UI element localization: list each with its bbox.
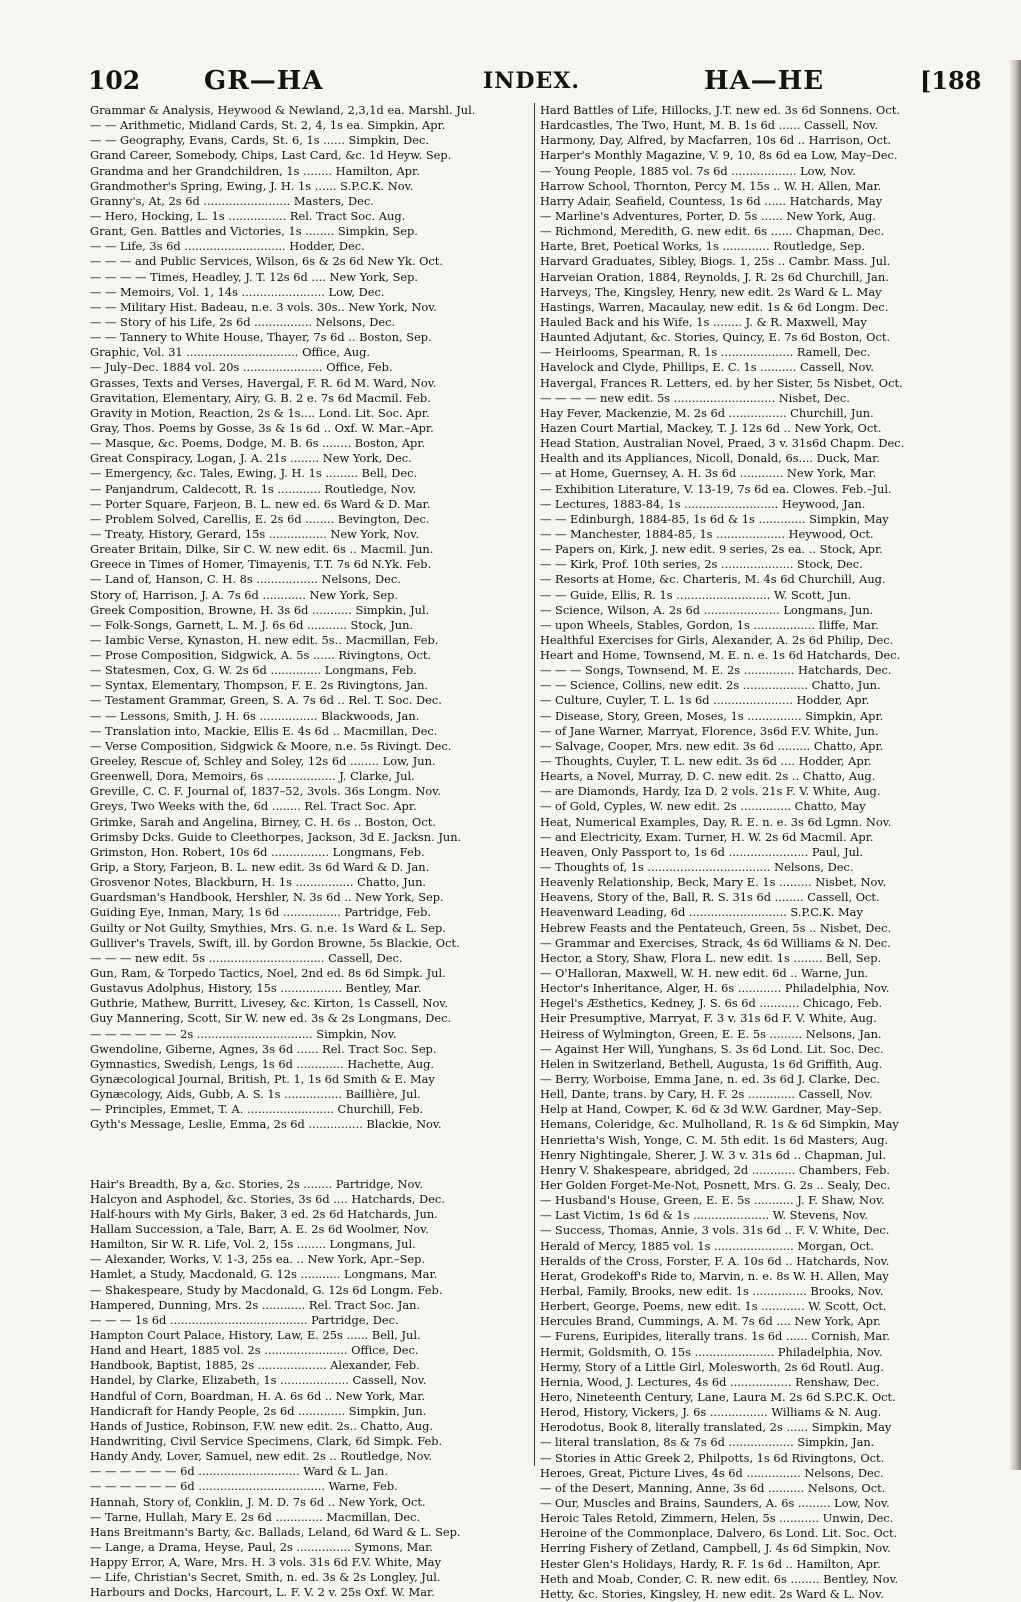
index-entry: — Last Victim, 1s 6d & 1s ..................... W. Stevens, Nov. (540, 1208, 868, 1223)
index-entry: Heavens, Story of the, Ball, R. S. 31s 6d ........ Cassell, Oct. (540, 890, 880, 905)
index-entry: Hannah, Story of, Conklin, J. M. D. 7s 6d .. New York, Oct. (90, 1494, 426, 1509)
index-entry: Hand and Heart, 1885 vol. 2s ....................... Office, Dec. (90, 1343, 419, 1358)
index-entry: Hair's Breadth, By a, &c. Stories, 2s ........ Partridge, Nov. (90, 1176, 424, 1191)
index-entry: Hardcastles, The Two, Hunt, M. B. 1s 6d ...... Cassell, Nov. (540, 118, 879, 133)
index-entry: Grandmother's Spring, Ewing, J. H. 1s ...... S.P.C.K. Nov. (90, 178, 414, 193)
index-entry: Gymnastics, Swedish, Lengs, 1s 6d ............. Hachette, Aug. (90, 1056, 435, 1071)
index-entry: — — — — new edit. 5s ............................ Nisbet, Dec. (540, 390, 850, 405)
index-entry: Heart and Home, Townsend, M. E. n. e. 1s 6d Hatchards, Dec. (540, 648, 901, 663)
index-entry: — Hero, Hocking, L. 1s ................ Rel. Tract Soc. Aug. (90, 208, 406, 223)
index-entry: Heir Presumptive, Marryat, F. 3 v. 31s 6d F. V. White, Aug. (540, 1011, 877, 1026)
index-entry: Gynæcological Journal, British, Pt. 1, 1s 6d Smith & E. May (90, 1072, 435, 1086)
index-entry: Harveys, The, Kingsley, Henry, new edit. 2s Ward & L. May (540, 284, 882, 299)
index-entry: Head Station, Australian Novel, Praed, 3 v. 31s6d Chapm. Dec. (540, 436, 905, 451)
left-column-entries-h (90, 1177, 528, 1601)
index-entry: Handy Andy, Lover, Samuel, new edit. 2s .. Routledge, Nov. (90, 1449, 433, 1464)
page-header (88, 66, 982, 100)
index-entry: Health and its Appliances, Nicoll, Donald, 6s.... Duck, Mar. (540, 451, 880, 466)
index-entry: Granny's, At, 2s 6d ........................ Masters, Dec. (90, 193, 374, 208)
year-marker: [188 (920, 66, 982, 95)
index-entry: Harbours and Docks, Harcourt, L. F. V. 2 v. 25s Oxf. W. Mar. (90, 1585, 435, 1600)
index-entry: Hester Glen's Holidays, Hardy, R. F. 1s 6d .. Hamilton, Apr. (540, 1556, 881, 1571)
index-entry: Hector's Inheritance, Alger, H. 6s ............ Philadelphia, Nov. (540, 981, 890, 996)
index-entry: — — Edinburgh, 1884-85, 1s 6d & 1s ............. Simpkin, May (540, 511, 889, 526)
index-entry: — Heirlooms, Spearman, R. 1s .................... Ramell, Dec. (540, 345, 871, 360)
index-entry: Handful of Corn, Boardman, H. A. 6s 6d .. New York, Mar. (90, 1388, 426, 1403)
index-entry: Henry Nightingale, Sherer, J. W. 3 v. 31s 6d .. Chapman, Jul. (540, 1147, 887, 1162)
index-entry: Greenwell, Dora, Memoirs, 6s ................... J. Clarke, Jul. (90, 769, 415, 784)
index-entry: — Verse Composition, Sidgwick & Moore, n.e. 5s Rivingt. Dec. (90, 738, 452, 753)
column-divider (534, 103, 535, 1466)
index-entry: — Principles, Emmet, T. A. ........................ Churchill, Feb. (90, 1102, 424, 1117)
left-column (90, 103, 528, 1601)
index-entry: Grammar & Analysis, Heywood & Newland, 2,3,1d ea. Marshl. Jul. (90, 103, 476, 117)
index-entry: Harveian Oration, 1884, Reynolds, J. R. 2s 6d Churchill, Jan. (540, 269, 889, 284)
index-entry: Hermit, Goldsmith, O. 15s ...................... Philadelphia, Nov. (540, 1344, 883, 1359)
index-entry: Grasses, Texts and Verses, Havergal, F. R. 6d M. Ward, Nov. (90, 375, 437, 390)
index-entry: — Marline's Adventures, Porter, D. 5s ...... New York, Aug. (540, 208, 876, 223)
index-entry: Graphic, Vol. 31 ............................... Office, Aug. (90, 345, 371, 360)
index-entry: — Young People, 1885 vol. 7s 6d .................. Low, Nov. (540, 163, 856, 178)
index-entry: Heralds of the Cross, Forster, F. A. 10s 6d .. Hatchards, Nov. (540, 1253, 890, 1268)
index-entry: — Exhibition Literature, V. 13-19, 7s 6d ea. Clowes. Feb.–Jul. (540, 481, 892, 496)
index-entry: — Treaty, History, Gerard, 15s ................ New York, Nov. (90, 526, 419, 541)
index-entry: — Lectures, 1883-84, 1s .......................... Heywood, Jan. (540, 496, 866, 511)
index-entry: — Syntax, Elementary, Thompson, F. E. 2s Rivingtons, Jan. (90, 678, 429, 693)
page-title: INDEX. (483, 68, 580, 94)
index-entry: Gwendoline, Giberne, Agnes, 3s 6d ...... Rel. Tract Soc. Sep. (90, 1041, 437, 1056)
index-entry: Happy Error, A, Ware, Mrs. H. 3 vols. 31s 6d F.V. White, May (90, 1555, 442, 1570)
index-entry: — — Military Hist. Badeau, n.e. 3 vols. 30s.. New York, Nov. (90, 299, 437, 314)
index-entry: — Panjandrum, Caldecott, R. 1s ............ Routledge, Nov. (90, 481, 417, 496)
index-entry: — — — and Public Services, Wilson, 6s & 2s 6d New Yk. Oct. (90, 254, 444, 269)
index-entry: — Husband's House, Green, E. E. 5s ........... J. F. Shaw, Nov. (540, 1193, 885, 1208)
index-entry: Greater Britain, Dilke, Sir C. W. new edit. 6s .. Macmil. Jun. (90, 542, 434, 557)
index-entry: Harvard Graduates, Sibley, Biogs. 1, 25s .. Cambr. Mass. Jul. (540, 254, 891, 269)
index-entry: Hallam Succession, a Tale, Barr, A. E. 2s 6d Woolmer, Nov. (90, 1221, 429, 1236)
index-entry: Gynæcology, Aids, Gubb, A. S. 1s ................ Baillière, Jul. (90, 1087, 421, 1102)
index-entry: Heavenward Leading, 6d ........................... S.P.C.K. May (540, 905, 863, 920)
index-entry: Hay Fever, Mackenzie, M. 2s 6d ................ Churchill, Jun. (540, 405, 874, 420)
index-entry: — Porter Square, Farjeon, B. L. new ed. 6s Ward & D. Mar. (90, 496, 431, 511)
index-entry: Halcyon and Asphodel, &c. Stories, 3s 6d .... Hatchards, Dec. (90, 1191, 445, 1206)
index-entry: Hell, Dante, trans. by Cary, H. F. 2s ............. Cassell, Nov. (540, 1087, 873, 1102)
index-entry: Grand Career, Somebody, Chips, Last Card, &c. 1d Heyw. Sep. (90, 148, 452, 163)
index-entry: Hazen Court Martial, Mackey, T. J. 12s 6d .. New York, Oct. (540, 420, 882, 435)
index-entry: — — — — — — 6d ............................ Ward & L. Jan. (90, 1464, 388, 1479)
right-column (540, 103, 960, 1602)
index-entry: — Prose Composition, Sidgwick, A. 5s ...... Rivingtons, Oct. (90, 648, 432, 663)
index-entry: — Berry, Worboise, Emma Jane, n. ed. 3s 6d J. Clarke, Dec. (540, 1072, 881, 1086)
index-entry: Hamilton, Sir W. R. Life, Vol. 2, 15s ........ Longmans, Jul. (90, 1237, 416, 1252)
index-entry: Guy Mannering, Scott, Sir W. new ed. 3s & 2s Longmans, Dec. (90, 1011, 452, 1026)
index-entry: Half-hours with My Girls, Baker, 3 ed. 2s 6d Hatchards, Jun. (90, 1206, 438, 1221)
index-entry: — Iambic Verse, Kynaston, H. new edit. 5s.. Macmillan, Feb. (90, 632, 439, 647)
index-entry: — Masque, &c. Poems, Dodge, M. B. 6s ........ Boston, Apr. (90, 436, 426, 451)
index-entry: Help at Hand, Cowper, K. 6d & 3d W.W. Gardner, May–Sep. (540, 1102, 882, 1117)
index-entry: Handel, by Clarke, Elizabeth, 1s ................... Cassell, Nov. (90, 1373, 427, 1388)
index-entry: Harry Adair, Seafield, Countess, 1s 6d ...... Hatchards, May (540, 193, 883, 208)
index-entry: Heat, Numerical Examples, Day, R. E. n. e. 3s 6d Lgmn. Nov. (540, 814, 892, 829)
index-entry: Henry V. Shakespeare, abridged, 2d ............ Chambers, Feb. (540, 1162, 891, 1177)
index-entry: Hearts, a Novel, Murray, D. C. new edit. 2s .. Chatto, Aug. (540, 769, 876, 784)
index-entry: — Culture, Cuyler, T. L. 1s 6d ...................... Hodder, Apr. (540, 693, 870, 708)
index-entry: — — Memoirs, Vol. 1, 14s ....................... Low, Dec. (90, 284, 385, 299)
index-entry: Guthrie, Mathew, Burritt, Livesey, &c. Kirton, 1s Cassell, Nov. (90, 996, 449, 1011)
index-entry: — Thoughts of, 1s .................................. Nelsons, Dec. (540, 860, 854, 875)
index-entry: Guiding Eye, Inman, Mary, 1s 6d ................ Partridge, Feb. (90, 905, 432, 920)
index-entry: Hero, Nineteenth Century, Lane, Laura M. 2s 6d S.P.C.K. Oct. (540, 1389, 896, 1404)
index-entry: — Translation into, Mackie, Ellis E. 4s 6d .. Macmillan, Dec. (90, 723, 438, 738)
page-edge-shadow (1009, 60, 1021, 1470)
index-entry: — — — — — — 6d ................................... Warne, Feb. (90, 1479, 398, 1494)
index-entry: Grant, Gen. Battles and Victories, 1s ........ Simpkin, Sep. (90, 224, 418, 239)
index-entry: Gravity in Motion, Reaction, 2s & 1s.... Lond. Lit. Soc. Apr. (90, 405, 430, 420)
index-entry: — — Kirk, Prof. 10th series, 2s .................... Stock, Dec. (540, 557, 863, 572)
index-entry: Herod, History, Vickers, J. 6s ................ Williams & N. Aug. (540, 1405, 882, 1420)
index-entry: Herodotus, Book 8, literally translated, 2s ...... Simpkin, May (540, 1420, 892, 1435)
index-entry: — Life, Christian's Secret, Smith, n. ed. 3s & 2s Longley, Jul. (90, 1570, 441, 1585)
index-entry: — are Diamonds, Hardy, Iza D. 2 vols. 21s F. V. White, Aug. (540, 784, 881, 799)
index-entry: Heavenly Relationship, Beck, Mary E. 1s ......... Nisbet, Nov. (540, 875, 887, 890)
index-entry: Greville, C. C. F. Journal of, 1837–52, 3vols. 36s Longm. Nov. (90, 784, 441, 799)
index-entry: — Furens, Euripides, literally trans. 1s 6d ...... Cornish, Mar. (540, 1329, 890, 1344)
index-entry: — of Gold, Cyples, W. new edit. 2s .............. Chatto, May (540, 799, 866, 814)
index-entry: Healthful Exercises for Girls, Alexander, A. 2s 6d Philip, Dec. (540, 632, 894, 647)
index-entry: — Testament Grammar, Green, S. A. 7s 6d .. Rel. T. Soc. Dec. (90, 693, 442, 708)
index-entry: — — Arithmetic, Midland Cards, St. 2, 4, 1s ea. Simpkin, Apr. (90, 118, 446, 133)
index-entry: Gun, Ram, & Torpedo Tactics, Noel, 2nd ed. 8s 6d Simpk. Jul. (90, 966, 446, 981)
index-entry: Hegel's Æsthetics, Kedney, J. S. 6s 6d ........... Chicago, Feb. (540, 996, 883, 1011)
index-entry: — Land of, Hanson, C. H. 8s ................. Nelsons, Dec. (90, 572, 401, 587)
index-entry: Gustavus Adolphus, History, 15s ................. Bentley, Mar. (90, 981, 422, 996)
index-entry: Helen in Switzerland, Bethell, Augusta, 1s 6d Griffith, Aug. (540, 1056, 883, 1071)
index-entry: Harmony, Day, Alfred, by Macfarren, 10s 6d .. Harrison, Oct. (540, 133, 892, 148)
index-entry: Hebrew Feasts and the Pentateuch, Green, 5s .. Nisbet, Dec. (540, 920, 892, 935)
index-entry: Hard Battles of Life, Hillocks, J.T. new ed. 3s 6d Sonnens. Oct. (540, 103, 900, 117)
index-entry: Herat, Grodekoff's Ride to, Marvin, n. e. 8s W. H. Allen, May (540, 1268, 889, 1283)
index-entry: — Problem Solved, Carellis, E. 2s 6d ........ Bevington, Dec. (90, 511, 430, 526)
page-number: 102 (88, 66, 141, 95)
index-entry: — — Tannery to White House, Thayer, 7s 6d .. Boston, Sep. (90, 330, 432, 345)
index-entry: Hands of Justice, Robinson, F.W. new edit. 2s.. Chatto, Aug. (90, 1418, 434, 1433)
section-gap (90, 1133, 528, 1177)
index-entry: Herring Fishery of Zetland, Campbell, J. 4s 6d Simpkin, Nov. (540, 1541, 891, 1556)
index-entry: Handbook, Baptist, 1885, 2s ................... Alexander, Feb. (90, 1358, 420, 1373)
index-entry: Heroic Tales Retold, Zimmern, Helen, 5s ........... Unwin, Dec. (540, 1511, 894, 1526)
index-entry: Handicraft for Handy People, 2s 6d ............. Simpkin, Jun. (90, 1403, 427, 1418)
index-entry: Heth and Moab, Conder, C. R. new edit. 6s ........ Bentley, Nov. (540, 1571, 899, 1586)
index-entry: — of the Desert, Manning, Anne, 3s 6d .......... Nelsons, Oct. (540, 1480, 886, 1495)
index-entry: — and Electricity, Exam. Turner, H. W. 2s 6d Macmil. Apr. (540, 829, 874, 844)
index-entry: — literal translation, 8s & 7s 6d .................. Simpkin, Jan. (540, 1435, 875, 1450)
index-entry: Hermy, Story of a Little Girl, Molesworth, 2s 6d Routl. Aug. (540, 1359, 884, 1374)
index-entry: Harper's Monthly Magazine, V. 9, 10, 8s 6d ea Low, May–Dec. (540, 148, 898, 163)
index-entry: Guardsman's Handbook, Hershler, N. 3s 6d .. New York, Sep. (90, 890, 444, 905)
index-entry: — Lange, a Drama, Heyse, Paul, 2s ............... Symons, Mar. (90, 1539, 433, 1554)
index-entry: Hampered, Dunning, Mrs. 2s ............ Rel. Tract Soc. Jan. (90, 1297, 421, 1312)
index-entry: Guilty or Not Guilty, Smythies, Mrs. G. n.e. 1s Ward & L. Sep. (90, 920, 446, 935)
left-range-heading: GR—HA (204, 66, 324, 96)
index-entry: — at Home, Guernsey, A. H. 3s 6d ............ New York, Mar. (540, 466, 877, 481)
index-entry: Hernia, Wood, J. Lectures, 4s 6d ................. Renshaw, Dec. (540, 1374, 880, 1389)
index-entry: — Tarne, Hullah, Mary E. 2s 6d ............. Macmillan, Dec. (90, 1509, 421, 1524)
index-entry: Herbal, Family, Brooks, new edit. 1s ............... Brooks, Nov. (540, 1283, 884, 1298)
index-entry: Gravitation, Elementary, Airy, G. B. 2 e. 7s 6d Macmil. Feb. (90, 390, 431, 405)
index-entry: — — Life, 3s 6d ............................ Hodder, Dec. (90, 239, 365, 254)
index-entry: Hampton Court Palace, History, Law, E. 25s ...... Bell, Jul. (90, 1327, 421, 1342)
index-entry: — — — Songs, Townsend, M. E. 2s .............. Hatchards, Dec. (540, 663, 892, 678)
index-entry: Her Golden Forget-Me-Not, Posnett, Mrs. G. 2s .. Sealy, Dec. (540, 1177, 891, 1192)
index-entry: — Salvage, Cooper, Mrs. new edit. 3s 6d ......... Chatto, Apr. (540, 738, 884, 753)
index-entry: Handwriting, Civil Service Specimens, Clark, 6d Simpk. Feb. (90, 1433, 443, 1448)
index-entry: Haunted Adjutant, &c. Stories, Quincy, E. 7s 6d Boston, Oct. (540, 330, 891, 345)
index-entry: Hercules Brand, Cummings, A. M. 7s 6d .... New York, Apr. (540, 1314, 881, 1329)
right-column-entries (540, 103, 960, 1602)
index-entry: — — Geography, Evans, Cards, St. 6, 1s ...... Simpkin, Dec. (90, 133, 430, 148)
index-entry: — Success, Thomas, Annie, 3 vols. 31s 6d .. F. V. White, Dec. (540, 1223, 890, 1238)
index-entry: Heroes, Great, Picture Lives, 4s 6d ............... Nelsons, Dec. (540, 1465, 884, 1480)
index-entry: Hastings, Warren, Macaulay, new edit. 1s & 6d Longm. Dec. (540, 299, 889, 314)
index-entry: Gyth's Message, Leslie, Emma, 2s 6d ............... Blackie, Nov. (90, 1117, 442, 1132)
index-entry: — — — 1s 6d ...................................... Partridge, Dec. (90, 1312, 399, 1327)
index-entry: Heroine of the Commonplace, Dalvero, 6s Lond. Lit. Soc. Oct. (540, 1526, 898, 1541)
index-entry: Greek Composition, Browne, H. 3s 6d ........... Simpkin, Jul. (90, 602, 430, 617)
right-range-heading: HA—HE (704, 66, 825, 96)
index-entry: — — — — Times, Headley, J. T. 12s 6d .... New York, Sep. (90, 269, 419, 284)
index-entry: — Resorts at Home, &c. Charteris, M. 4s 6d Churchill, Aug. (540, 572, 886, 587)
index-entry: Grandma and her Grandchildren, 1s ........ Hamilton, Apr. (90, 163, 420, 178)
index-entry: — — — new edit. 5s ................................ Cassell, Dec. (90, 950, 403, 965)
index-entry: Greeley, Rescue of, Schley and Soley, 12s 6d ........ Low, Jun. (90, 754, 436, 769)
index-entry: Henrietta's Wish, Yonge, C. M. 5th edit. 1s 6d Masters, Aug. (540, 1132, 889, 1147)
index-entry: Grimsby Dcks. Guide to Cleethorpes, Jackson, 3d E. Jacksn. Jun. (90, 829, 462, 844)
index-entry: Story of, Harrison, J. A. 7s 6d ............ New York, Sep. (90, 587, 399, 602)
index-entry: — — Lessons, Smith, J. H. 6s ................ Blackwoods, Jan. (90, 708, 420, 723)
index-entry: Grimke, Sarah and Angelina, Birney, C. H. 6s .. Boston, Oct. (90, 814, 436, 829)
index-entry: — — Story of his Life, 2s 6d ................ Nelsons, Dec. (90, 314, 396, 329)
index-entry: Hamlet, a Study, Macdonald, G. 12s ........... Longmans, Mar. (90, 1267, 438, 1282)
index-entry: Gray, Thos. Poems by Gosse, 3s & 1s 6d .. Oxf. W. Mar.–Apr. (90, 420, 434, 435)
index-entry: — Shakespeare, Study by Macdonald, G. 12s 6d Longm. Feb. (90, 1282, 443, 1297)
left-column-entries-g (90, 103, 528, 1133)
index-entry: — Grammar and Exercises, Strack, 4s 6d Williams & N. Dec. (540, 935, 891, 950)
index-entry: — Alexander, Works, V. 1-3, 25s ea. .. New York, Apr.–Sep. (90, 1252, 426, 1267)
index-entry: — — Guide, Ellis, R. 1s .......................... W. Scott, Jun. (540, 587, 852, 602)
index-entry: Havelock and Clyde, Phillips, E. C. 1s .......... Cassell, Nov. (540, 360, 875, 375)
index-entry: — Science, Wilson, A. 2s 6d ..................... Longmans, Jun. (540, 602, 874, 617)
index-entry: Harte, Bret, Poetical Works, 1s ............. Routledge, Sep. (540, 239, 865, 254)
index-entry: Great Conspiracy, Logan, J. A. 21s ........ New York, Dec. (90, 451, 412, 466)
index-entry: — Against Her Will, Yunghans, S. 3s 6d Lond. Lit. Soc. Dec. (540, 1041, 884, 1056)
index-entry: — Folk-Songs, Garnett, L. M. J. 6s 6d ........... Stock, Jun. (90, 617, 414, 632)
index-entry: — — Science, Collins, new edit. 2s .................. Chatto, Jun. (540, 678, 881, 693)
index-entry: Hans Breitmann's Barty, &c. Ballads, Leland, 6d Ward & L. Sep. (90, 1524, 461, 1539)
index-entry: — upon Wheels, Stables, Gordon, 1s ................. Iliffe, Mar. (540, 617, 879, 632)
index-entry: — Statesmen, Cox, G. W. 2s 6d .............. Longmans, Feb. (90, 663, 417, 678)
index-entry: Grosvenor Notes, Blackburn, H. 1s ................ Chatto, Jun. (90, 875, 427, 890)
index-entry: — — Manchester, 1884-85, 1s ................... Heywood, Oct. (540, 526, 874, 541)
index-entry: — Thoughts, Cuyler, T. L. new edit. 3s 6d .... Hodder, Apr. (540, 754, 872, 769)
index-entry: — Emergency, &c. Tales, Ewing, J. H. 1s ......... Bell, Dec. (90, 466, 418, 481)
index-entry: Hauled Back and his Wife, 1s ........ J. & R. Maxwell, May (540, 314, 867, 329)
index-entry: — Richmond, Meredith, G. new edit. 6s ...... Chapman, Dec. (540, 224, 885, 239)
index-entry: Havergal, Frances R. Letters, ed. by her Sister, 5s Nisbet, Oct. (540, 375, 903, 390)
index-entry: Hetty, &c. Stories, Kingsley, H. new edit. 2s Ward & L. Nov. (540, 1586, 884, 1601)
index-entry: — — — — — — 2s ................................ Simpkin, Nov. (90, 1026, 397, 1041)
index-entry: Grimston, Hon. Robert, 10s 6d ................ Longmans, Feb. (90, 844, 425, 859)
index-entry: Hemans, Coleridge, &c. Mulholland, R. 1s & 6d Simpkin, May (540, 1117, 899, 1132)
index-entry: — O'Halloran, Maxwell, W. H. new edit. 6d .. Warne, Jun. (540, 966, 869, 981)
index-entry: Greys, Two Weeks with the, 6d ........ Rel. Tract Soc. Apr. (90, 799, 417, 814)
index-entry: — Our, Muscles and Brains, Saunders, A. 6s ......... Low, Nov. (540, 1495, 890, 1510)
index-entry: Grip, a Story, Farjeon, B. L. new edit. 3s 6d Ward & D. Jan. (90, 860, 430, 875)
index-entry: — of Jane Warner, Marryat, Florence, 3s6d F.V. White, Jun. (540, 723, 879, 738)
index-entry: Heiress of Wylmington, Green, E. E. 5s ......... Nelsons, Jan. (540, 1026, 882, 1041)
index-entry: Greece in Times of Homer, Timayenis, T.T. 7s 6d N.Yk. Feb. (90, 557, 432, 572)
index-entry: Gulliver's Travels, Swift, ill. by Gordon Browne, 5s Blackie, Oct. (90, 935, 460, 950)
index-entry: — July–Dec. 1884 vol. 20s ...................... Office, Feb. (90, 360, 393, 375)
index-entry: Herald of Mercy, 1885 vol. 1s ...................... Morgan, Oct. (540, 1238, 874, 1253)
index-entry: — Papers on, Kirk, J. new edit. 9 series, 2s ea. .. Stock, Apr. (540, 542, 883, 557)
index-entry: Herbert, George, Poems, new edit. 1s ............ W. Scott, Oct. (540, 1299, 887, 1314)
index-entry: — Stories in Attic Greek 2, Philpotts, 1s 6d Rivingtons, Oct. (540, 1450, 885, 1465)
index-entry: Hector, a Story, Shaw, Flora L. new edit. 1s ........ Bell, Sep. (540, 950, 882, 965)
index-entry: — Disease, Story, Green, Moses, 1s ............... Simpkin, Apr. (540, 708, 884, 723)
index-entry: Heaven, Only Passport to, 1s 6d ...................... Paul, Jul. (540, 844, 864, 859)
index-entry: Harrow School, Thornton, Percy M. 15s .. W. H. Allen, Mar. (540, 178, 882, 193)
